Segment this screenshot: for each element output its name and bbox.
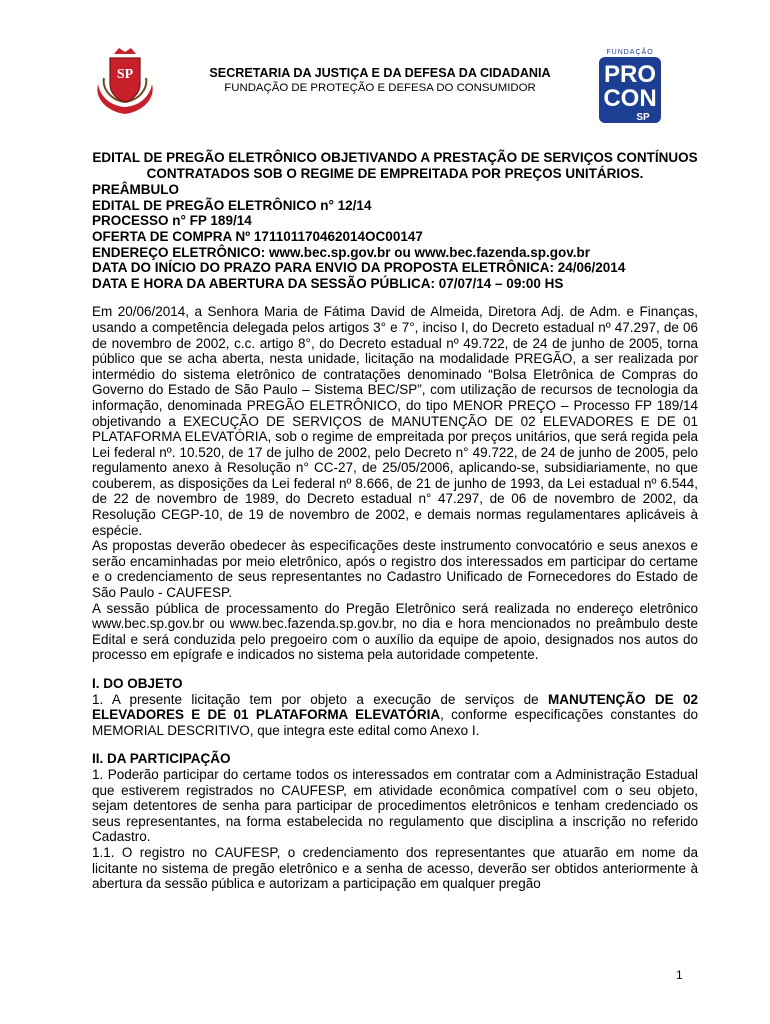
svg-text:SP: SP	[636, 112, 650, 123]
page-number: 1	[676, 968, 683, 982]
session-opening-datetime: DATA E HORA DA ABERTURA DA SESSÃO PÚBLICA: 07/07/14 – 09:00 HS	[92, 275, 564, 291]
section-participacao-paragraph: 1. Poderão participar do certame todos os interessados em contratar com a Administração Estadual que estiverem registrados no CAUFESP, em atividade econômica compatível com o seu objeto, sejam detentores de senha para participar de procedimentos eletrônicos e tenham credenciado os seus representantes, na forma estabelecida no regulamento que disciplina a inscrição no referido Cadastro.	[92, 766, 698, 845]
objeto-text-bold: MANUTENÇÃO DE 02 ELEVADORES E DE 01 PLATAFORMA ELEVATÓRIA	[92, 691, 699, 723]
svg-text:FUNDAÇÃO: FUNDAÇÃO	[606, 49, 654, 56]
process-number: PROCESSO n° FP 189/14	[92, 213, 252, 229]
preamble-block	[92, 182, 698, 291]
document-body	[92, 150, 698, 892]
objeto-text-end: , conforme especificações constantes do MEMORIAL DESCRITIVO, que integra este edital como Anexo I.	[92, 707, 698, 738]
agency-title: SECRETARIA DA JUSTIÇA E DA DEFESA DA CIDADANIA	[209, 66, 551, 80]
letterhead-text	[180, 66, 580, 95]
svg-text:PRO: PRO	[603, 61, 657, 88]
svg-text:CON: CON	[603, 85, 657, 112]
intro-paragraph: As propostas deverão obedecer às especificações deste instrumento convocatório e seus anexos e serão encaminhadas por meio eletrônico, após o registro dos interessados em participar do certame e o credenciamento de seus representantes no Cadastro Unificado de Fornecedores do Estado de São Paulo - CAUFESP.	[92, 538, 698, 601]
letterhead	[88, 44, 688, 128]
agency-subtitle: FUNDAÇÃO DE PROTEÇÃO E DEFESA DO CONSUMIDOR	[224, 82, 536, 94]
section-title-objeto: I. DO OBJETO	[92, 676, 183, 691]
section-objeto-paragraph	[92, 692, 698, 739]
procon-logo-icon	[593, 46, 663, 126]
section-participacao-paragraph: 1.1. O registro no CAUFESP, o credenciamento dos representantes que atuarão em nome da licitante no sistema de pregão eletrônico e a senha de acesso, deverão ser obtidos anteriormente à abertura da sessão pública e autorizam a participação em qualquer pregão	[92, 844, 698, 892]
svg-text:SP: SP	[116, 67, 134, 82]
edital-number: EDITAL DE PREGÃO ELETRÔNICO n° 12/14	[92, 197, 372, 213]
purchase-offer: OFERTA DE COMPRA Nº 171101170462014OC00147	[92, 228, 423, 244]
electronic-address: ENDEREÇO ELETRÔNICO: www.bec.sp.gov.br ou www.bec.fazenda.sp.gov.br	[92, 244, 591, 260]
intro-paragraph: Em 20/06/2014, a Senhora Maria de Fátima David de Almeida, Diretora Adj. de Adm. e Finanças, usando a competência delegada pelos artigos 3° e 7°, inciso I, do Decreto estadual nº 47.297, de 06 de novembro de 2002, c.c. artigo 8°, do Decreto estadual nº 49.722, de 24 de junho de 2005, torna público que se acha aberta, nesta unidade, licitação na modalidade PREGÃO, a ser realizada por intermédio do sistema eletrônico de contratações denominado “Bolsa Eletrônica de Compras do Governo do Estado de São Paulo – Sistema BEC/SP”, com utilização de recursos de tecnologia da informação, denominada PREGÃO ELETRÔNICO, do tipo MENOR PREÇO – Processo FP 189/14 objetivando a EXECUÇÃO DE SERVIÇOS de MANUTENÇÃO DE 02 ELEVADORES E DE 01 PLATAFORMA ELEVATÓRIA, sob o regime de empreitada por preços unitários, que será regida pela Lei federal nº. 10.520, de 17 de julho de 2002, pelo Decreto n° 49.722, de 24 de junho de 2005, pelo regulamento anexo à Resolução n° CC-27, de 25/05/2006, aplicando-se, subsidiariamente, no que couberem, as disposições da Lei federal nº 8.666, de 21 de junho de 1993, da Lei estadual nº 6.544, de 22 de novembro de 1989, do Decreto estadual n° 47.297, de 06 de novembro de 2002, da Resolução CEGP-10, de 19 de novembro de 2002, e demais normas regulamentares aplicáveis à espécie.	[92, 304, 698, 538]
objeto-text-start: 1. A presente licitação tem por objeto a execução de serviços de	[92, 691, 549, 707]
edital-title: EDITAL DE PREGÃO ELETRÔNICO OBJETIVANDO A PRESTAÇÃO DE SERVIÇOS CONTÍNUOS CONTRATADOS SOB O REGIME DE EMPREITADA POR PREÇOS UNITÁRIOS.	[92, 150, 698, 181]
proposal-start-date: DATA DO INÍCIO DO PRAZO PARA ENVIO DA PROPOSTA ELETRÔNICA: 24/06/2014	[92, 260, 626, 276]
intro-paragraph: A sessão pública de processamento do Pregão Eletrônico será realizada no endereço eletrônico www.bec.sp.gov.br ou www.bec.fazenda.sp.gov.br, no dia e hora mencionados no preâmbulo deste Edital e será conduzida pelo pregoeiro com o auxílio da equipe de apoio, designados nos autos do processo em epígrafe e indicados no sistema pela autoridade competente.	[92, 600, 698, 663]
sp-state-seal-icon	[90, 44, 160, 116]
section-title-participacao: II. DA PARTICIPAÇÃO	[92, 751, 231, 767]
preamble-heading: PREÂMBULO	[92, 182, 179, 198]
